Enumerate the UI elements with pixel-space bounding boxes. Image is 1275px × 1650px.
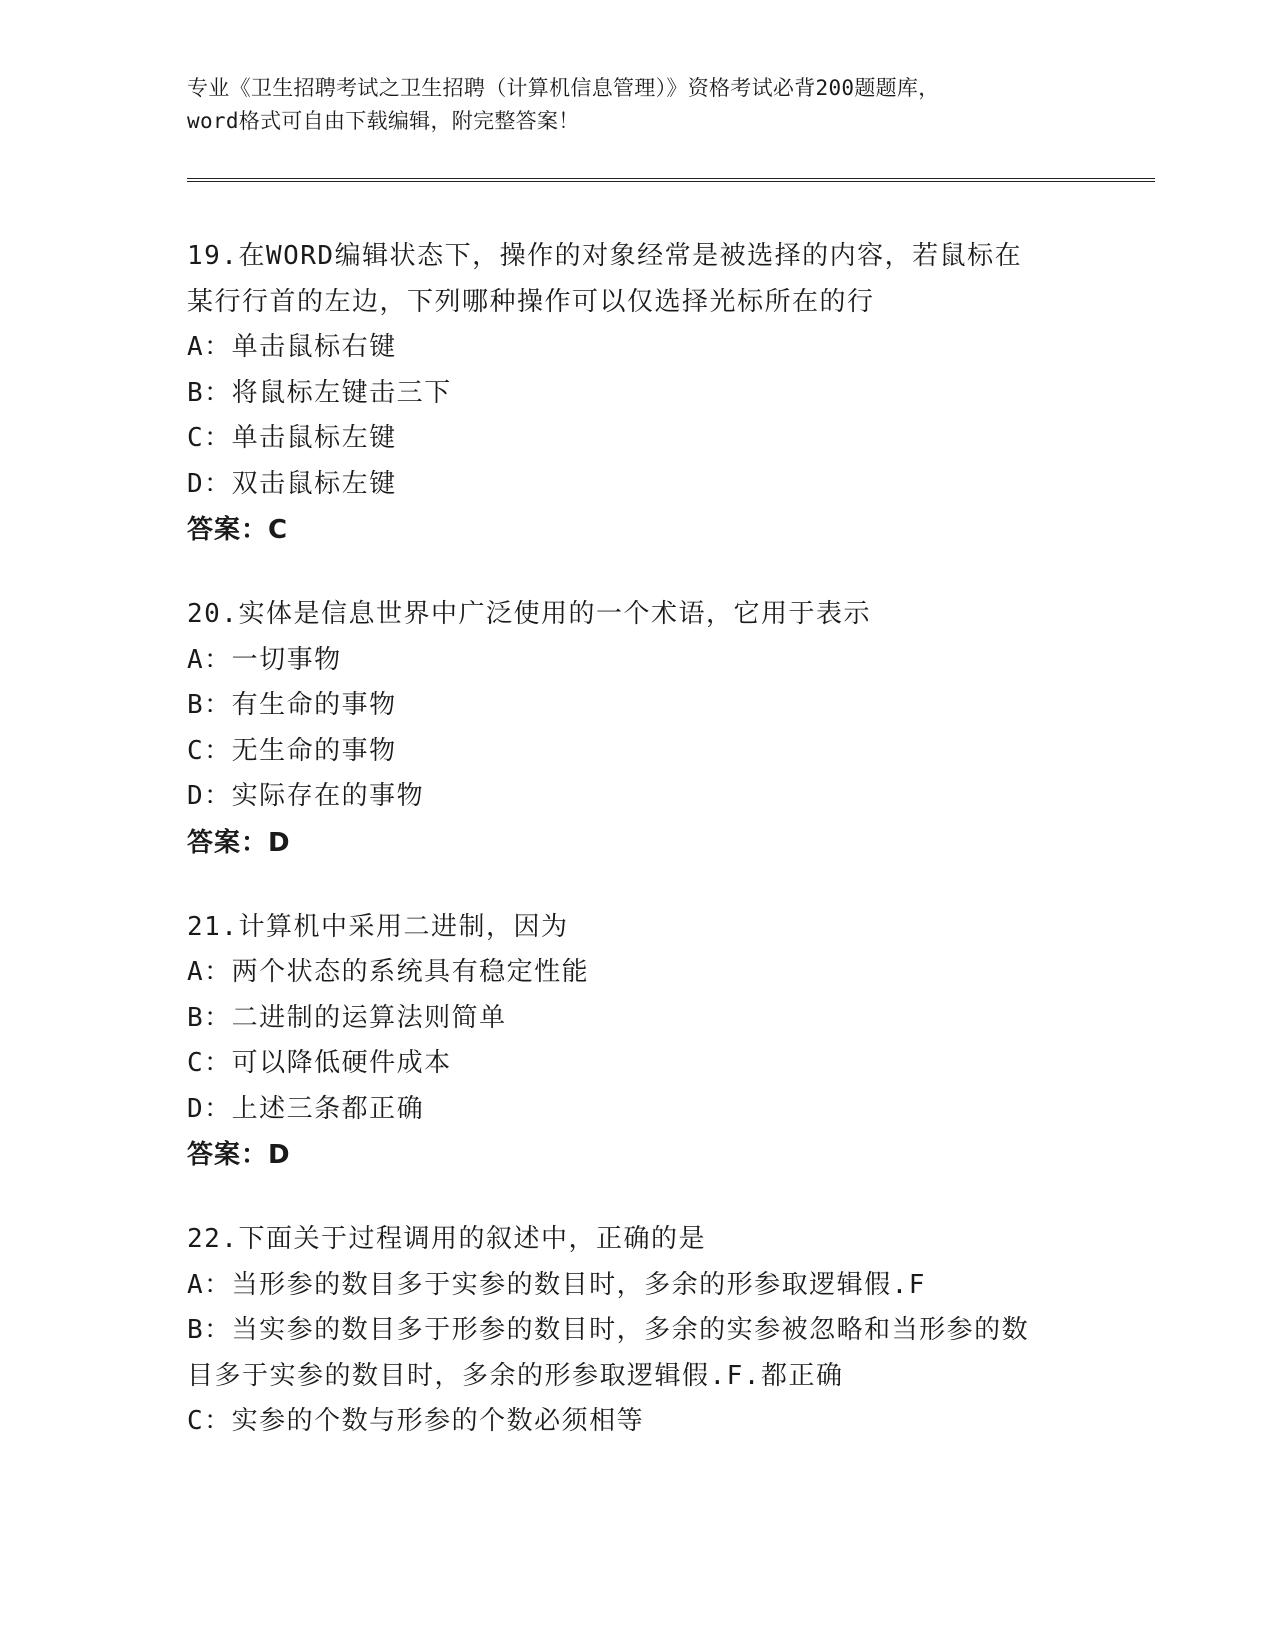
option-b: B：当实参的数目多于形参的数目时，多余的实参被忽略和当形参的数 <box>187 1315 1030 1345</box>
question-text-line: 22.下面关于过程调用的叙述中，正确的是 <box>187 1224 706 1254</box>
option-a: A：两个状态的系统具有稳定性能 <box>187 957 590 987</box>
answer: 答案：D <box>187 1140 291 1170</box>
option-d: D：双击鼠标左键 <box>187 468 397 499</box>
header-line-1: 专业《卫生招聘考试之卫生招聘（计算机信息管理）》资格考试必背200题题库， <box>187 76 940 100</box>
question-19 <box>187 234 1087 553</box>
question-text-line: 21.计算机中采用二进制，因为 <box>187 911 569 942</box>
option-a: A：当形参的数目多于实参的数目时，多余的形参取逻辑假.F <box>187 1269 926 1300</box>
option-b: B：二进制的运算法则简单 <box>187 1002 507 1033</box>
answer: 答案：C <box>187 515 289 545</box>
question-21 <box>187 905 1087 1179</box>
document-header <box>187 72 1087 138</box>
header-line-2: word格式可自由下载编辑，附完整答案！ <box>187 109 580 133</box>
option-d: D：上述三条都正确 <box>187 1093 425 1124</box>
option-a: A：一切事物 <box>187 644 342 675</box>
option-a: A：单击鼠标右键 <box>187 332 397 362</box>
header-divider <box>187 178 1155 182</box>
question-text-line: 某行行首的左边，下列哪种操作可以仅选择光标所在的行 <box>187 286 875 317</box>
question-list <box>187 234 1087 1484</box>
answer: 答案：D <box>187 827 291 858</box>
option-b-continued: 目多于实参的数目时，多余的形参取逻辑假.F.都正确 <box>187 1360 844 1391</box>
question-text-line: 20.实体是信息世界中广泛使用的一个术语，它用于表示 <box>187 599 871 629</box>
question-text-line: 19.在WORD编辑状态下，操作的对象经常是被选择的内容，若鼠标在 <box>187 241 1023 271</box>
option-b: B：有生命的事物 <box>187 690 397 720</box>
option-c: C：实参的个数与形参的个数必须相等 <box>187 1406 645 1436</box>
option-d: D：实际存在的事物 <box>187 781 425 811</box>
option-c: C：可以降低硬件成本 <box>187 1048 452 1078</box>
question-22 <box>187 1217 1087 1445</box>
question-20 <box>187 592 1087 866</box>
option-b: B：将鼠标左键击三下 <box>187 377 452 408</box>
option-c: C：无生命的事物 <box>187 735 397 766</box>
option-c: C：单击鼠标左键 <box>187 423 397 453</box>
